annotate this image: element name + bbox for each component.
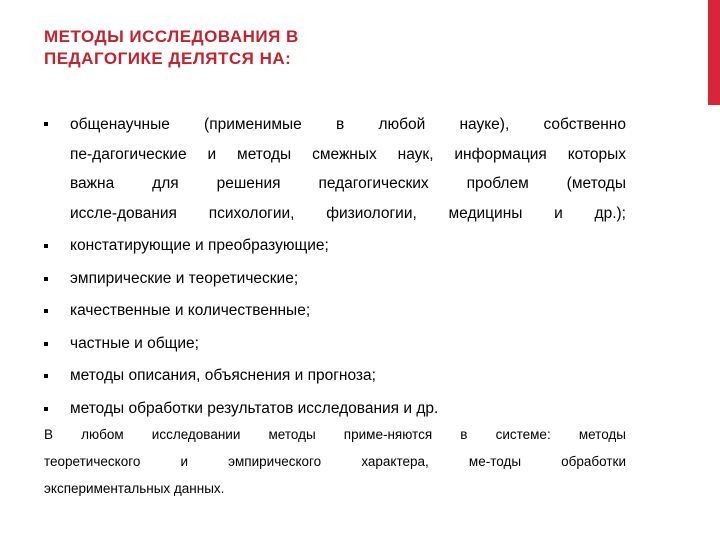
bullet-icon [44,407,48,411]
title-line-2: ПЕДАГОГИКЕ ДЕЛЯТСЯ НА: [44,49,292,68]
list-item-label: методы обработки результатов исследования и др. [70,399,439,417]
list-item-label: частные и общие; [70,334,199,352]
list-item-label: методы описания, объяснения и прогноза; [70,367,376,384]
list-item-general-scientific [44,110,626,228]
closing-paragraph [44,421,626,502]
slide-title [44,26,644,70]
paragraph-line: В любом исследовании методы приме-няются в системе: методы [44,427,626,442]
list-item-line: общенаучные (применимые в любой науке), собственно [70,116,626,133]
list-item-label: констатирующие и преобразующие; [70,237,329,254]
list-item-label: эмпирические и теоретические; [70,269,299,287]
paragraph-line: экспериментальных данных. [44,481,225,496]
list-item-label: качественные и количественные; [70,302,311,319]
list-item [44,230,626,263]
title-line-1: МЕТОДЫ ИССЛЕДОВАНИЯ В [44,27,299,46]
bullet-icon [44,244,48,248]
list-item [44,328,626,361]
paragraph-line: теоретического и эмпирического характера, ме-тоды обработки [44,454,626,469]
bullet-icon [44,277,48,281]
list-item-line: важна для решения педагогических проблем (методы [70,175,626,192]
bullet-icon [44,122,48,126]
bullet-icon [44,342,48,346]
accent-bar [708,0,720,105]
list-item [44,263,626,296]
list-item [44,360,626,393]
list-item [44,295,626,328]
methods-list [44,110,626,425]
bullet-icon [44,374,48,378]
list-item-line: иссле-дования психологии, физиологии, медицины и др.); [70,204,626,222]
bullet-icon [44,309,48,313]
list-item-line: пе-дагогические и методы смежных наук, информация которых [70,145,626,163]
